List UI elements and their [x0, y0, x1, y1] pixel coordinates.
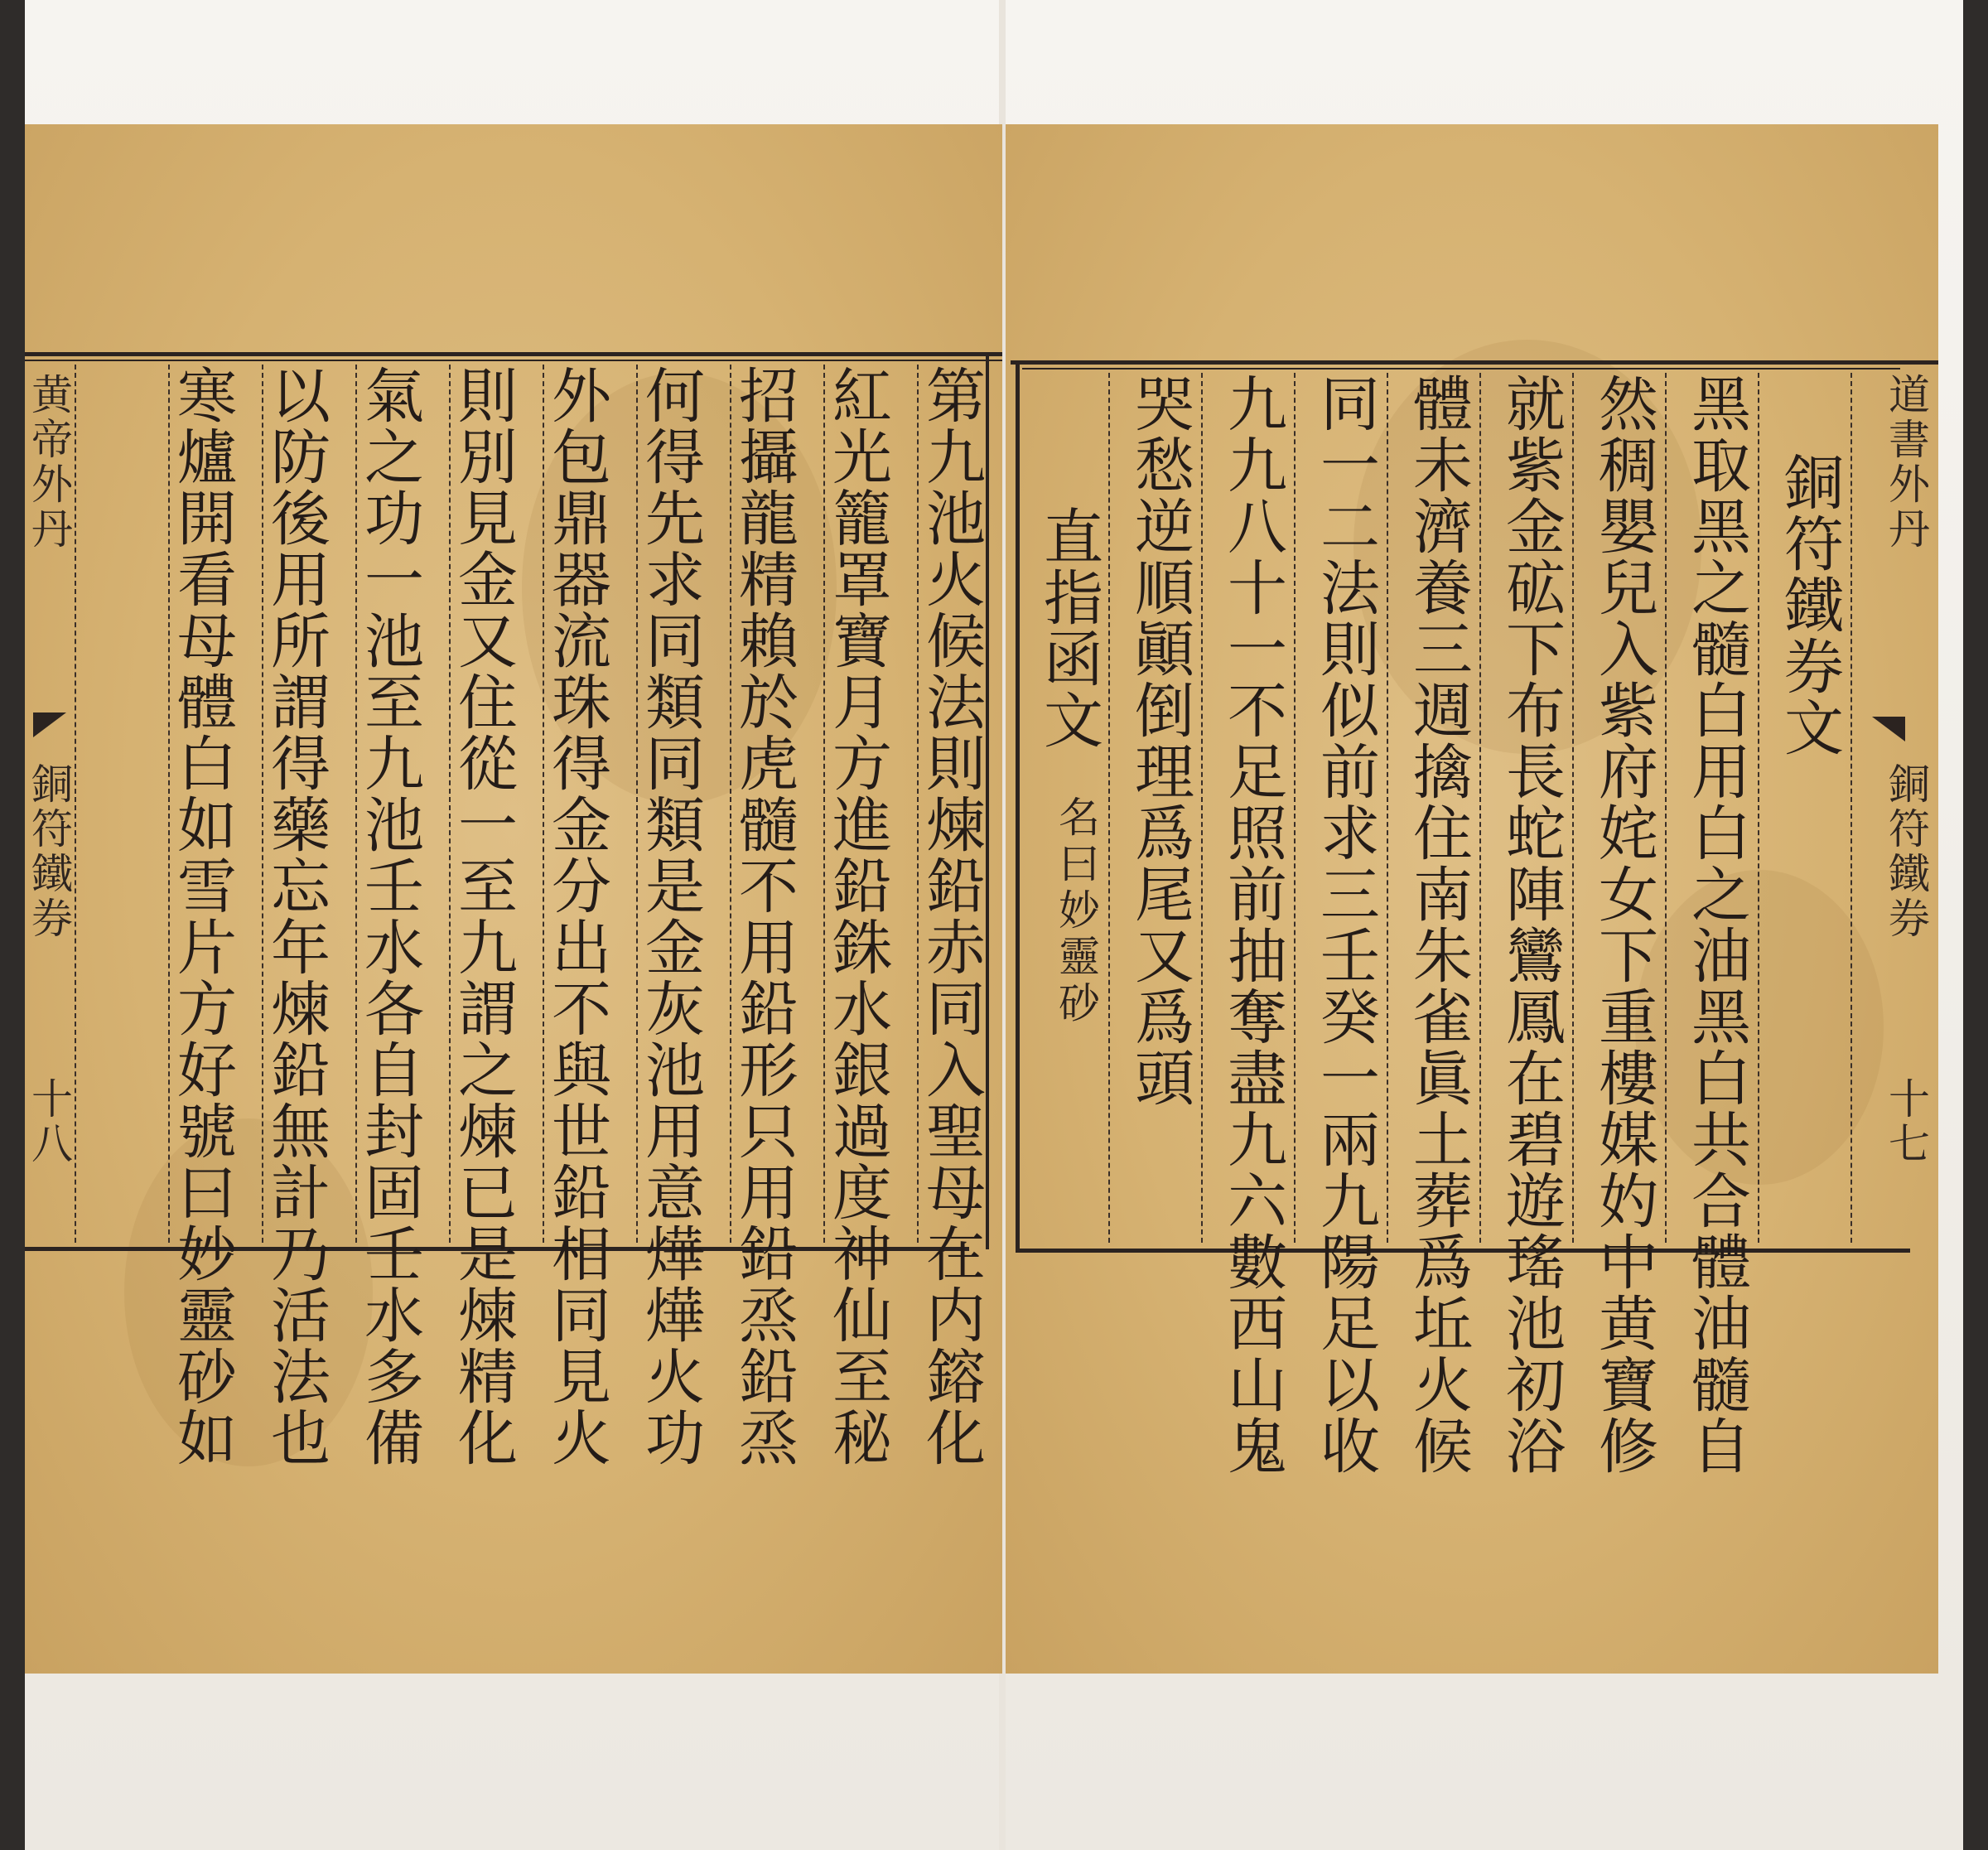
text-column: 則別見金又住從一至九謂之煉已是煉精化	[448, 365, 518, 1468]
column-rule	[1201, 373, 1203, 1243]
left-page	[25, 124, 1002, 1674]
column-rule	[75, 365, 76, 1243]
text-column: 寒爐開看母體白如雪片方好號曰妙靈砂如	[167, 365, 237, 1468]
column-rule	[1387, 373, 1388, 1243]
left-frame-top	[25, 352, 1002, 356]
left-margin-chapter: 銅符鐵券	[25, 762, 73, 941]
column-rule	[1758, 373, 1759, 1243]
column-rule	[1294, 373, 1296, 1243]
text-column: 然稠嬰兒入紫府姹女下重樓媒妁中黄寶修	[1589, 373, 1658, 1476]
right-margin-title: 道書外丹	[1882, 373, 1930, 552]
text-column: 何得先求同類同類是金灰池用意燁燁火功	[635, 365, 705, 1468]
column-rule	[1479, 373, 1481, 1243]
text-column: 九九八十一不足照前抽奪盡九六數西山鬼	[1218, 373, 1287, 1476]
column-rule	[1665, 373, 1667, 1243]
fish-tail-marker	[33, 712, 66, 737]
left-frame-top-inner	[25, 360, 1002, 361]
text-column: 第九池火候法則煉鉛赤同入聖母在内鎔化	[916, 365, 986, 1468]
text-column: 黑取黑之髓白用白之油黑白共合體油髓自	[1682, 373, 1751, 1476]
annotation-note: 名曰妙靈砂	[1052, 795, 1100, 1027]
paper-stain	[1635, 870, 1884, 1185]
right-page	[1006, 124, 1938, 1674]
text-column: 紅光籠罩寶月方進鉛銖水銀過度神仙至秘	[823, 365, 892, 1468]
right-margin-chapter: 銅符鐵券	[1882, 762, 1930, 941]
right-margin-page: 十七	[1882, 1077, 1930, 1167]
left-margin-page: 十八	[25, 1077, 73, 1167]
column-rule	[1108, 373, 1110, 1243]
text-column: 招攝龍精賴於虎髓不用鉛形只用鉛烝鉛烝	[729, 365, 799, 1468]
text-column: 哭愁逆順顚倒理爲尾又爲頭	[1125, 373, 1194, 1109]
left-frame-right	[986, 356, 989, 1249]
text-column: 就紫金砿下布長蛇陣鸞鳳在碧遊瑤池初浴	[1496, 373, 1566, 1476]
right-frame-top-inner	[1022, 368, 1900, 370]
column-rule	[1850, 373, 1852, 1243]
right-frame-left	[1016, 365, 1020, 1251]
text-column: 外包鼎器流珠得金分出不與世鉛相同見火	[542, 365, 611, 1468]
column-rule	[1572, 373, 1574, 1243]
paper-stain	[124, 1118, 373, 1466]
fish-tail-marker	[1872, 717, 1905, 741]
text-column: 同一二法則似前求三壬癸一兩九陽足以收	[1310, 373, 1380, 1476]
section-heading: 銅符鐵券文	[1774, 452, 1844, 758]
subheading: 直指函文	[1034, 505, 1103, 751]
right-frame-top	[1011, 360, 1938, 365]
text-column: 以防後用所謂得藥忘年煉鉛無計乃活法也	[261, 365, 331, 1468]
left-margin-title: 黄帝外丹	[25, 373, 73, 552]
text-column: 體未濟養三週擒住南朱雀眞土葬爲坵火候	[1403, 373, 1473, 1476]
text-column: 氣之功一池至九池壬水各自封固壬水多備	[355, 365, 424, 1468]
